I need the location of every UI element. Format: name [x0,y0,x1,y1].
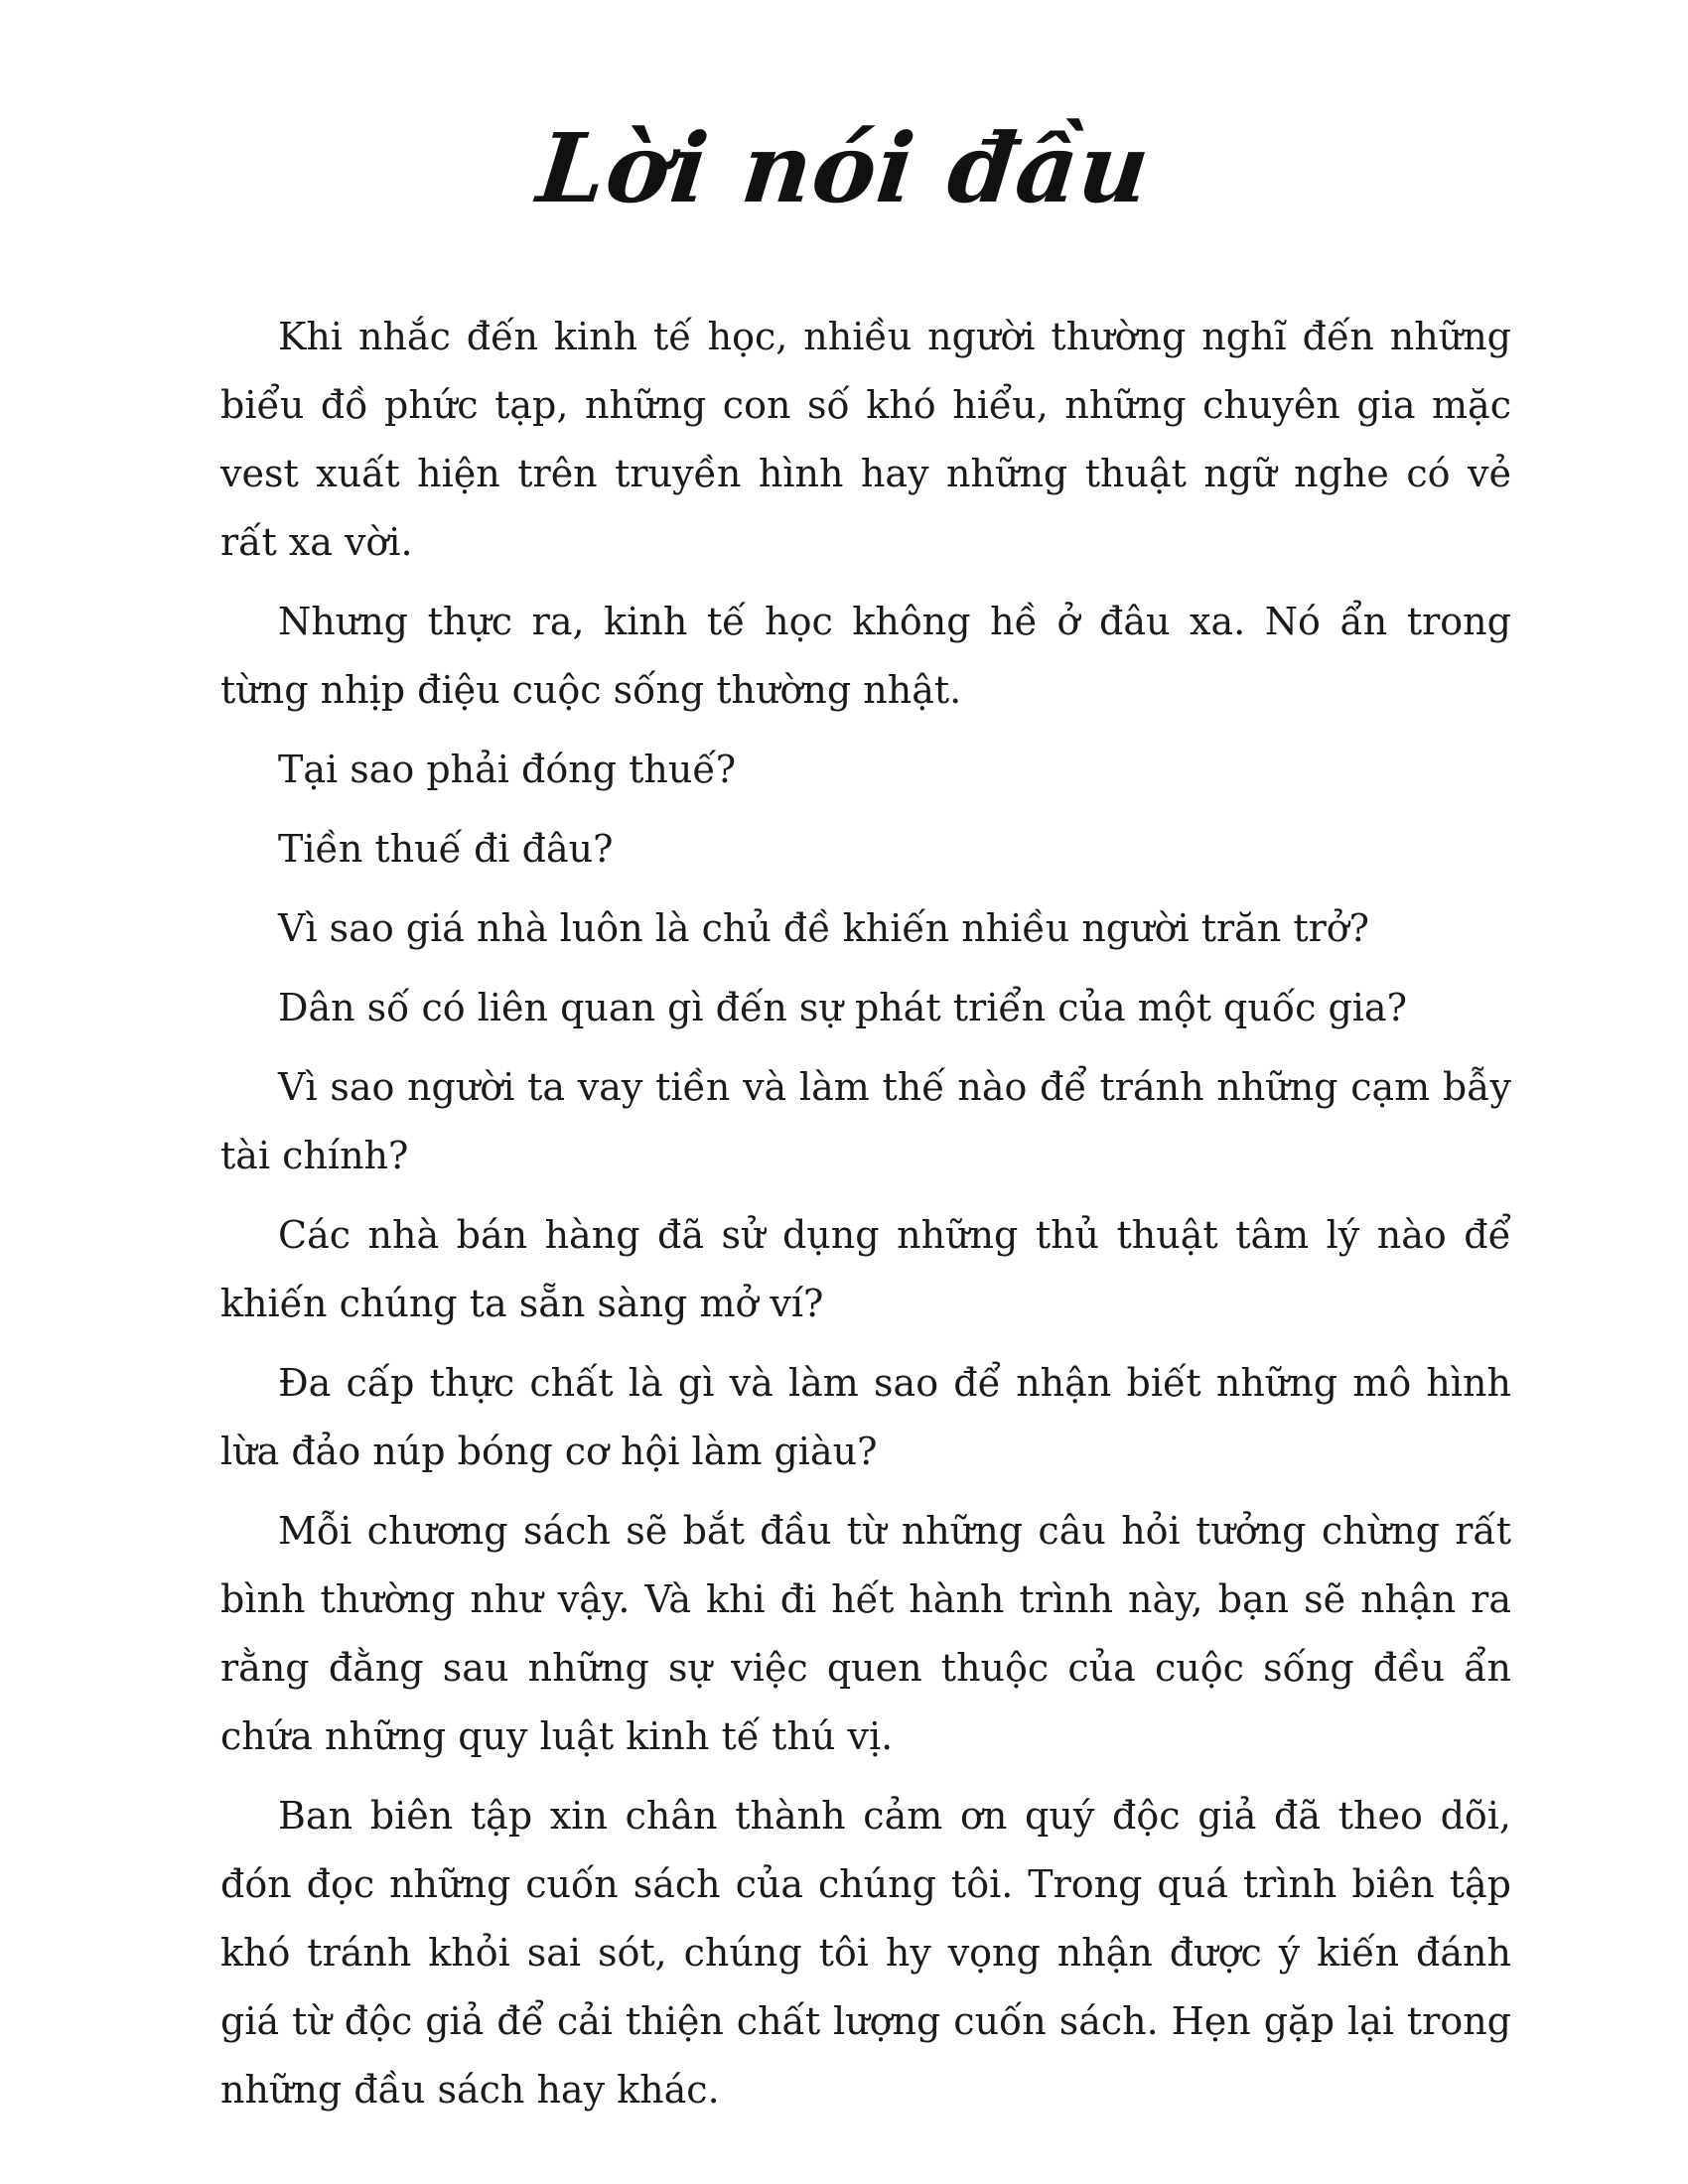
question-sales-tricks: Các nhà bán hàng đã sử dụng những thủ thuật tâm lý nào để khiến chúng ta sẵn sàng mở ví? [220,1213,1511,1325]
paragraph-intro: Khi nhắc đến kinh tế học, nhiều người thường nghĩ đến những biểu đồ phức tạp, những con số khó hiểu, những chuyên gia mặc vest xuất hiện trên truyền hình hay những thuật ngữ nghe có vẻ rất xa vời. [220,315,1511,564]
paragraph-thanks: Ban biên tập xin chân thành cảm ơn quý độc giả đã theo dõi, đón đọc những cuốn sách của chúng tôi. Trong quá trình biên tập khó tránh khỏi sai sót, chúng tôi hy vọng nhận được ý kiến đánh giá từ độc giả để cải thiện chất lượng cuốn sách. Hẹn gặp lại trong những đầu sách hay khác. [220,1794,1511,2112]
paragraph-chapters: Mỗi chương sách sẽ bắt đầu từ những câu hỏi tưởng chừng rất bình thường như vậy. Và khi đi hết hành trình này, bạn sẽ nhận ra rằng đằng sau những sự việc quen thuộc của cuộc sống đều ẩn chứa những quy luật kinh tế thú vị. [220,1509,1511,1758]
question-housing: Vì sao giá nhà luôn là chủ đề khiến nhiều người trăn trở? [278,906,1370,950]
preface-body [220,303,1511,2135]
question-tax-money: Tiền thuế đi đâu? [278,827,614,871]
question-borrowing: Vì sao người ta vay tiền và làm thế nào để tránh những cạm bẫy tài chính? [220,1065,1511,1177]
question-population: Dân số có liên quan gì đến sự phát triển của một quốc gia? [278,986,1407,1029]
page-title: Lời nói đầu [532,112,1156,224]
question-mlm: Đa cấp thực chất là gì và làm sao để nhận biết những mô hình lừa đảo núp bóng cơ hội làm giàu? [220,1361,1511,1473]
question-taxes: Tại sao phải đóng thuế? [278,748,737,791]
paragraph-everyday: Nhưng thực ra, kinh tế học không hề ở đâu xa. Nó ẩn trong từng nhịp điệu cuộc sống thường nhật. [220,600,1511,712]
